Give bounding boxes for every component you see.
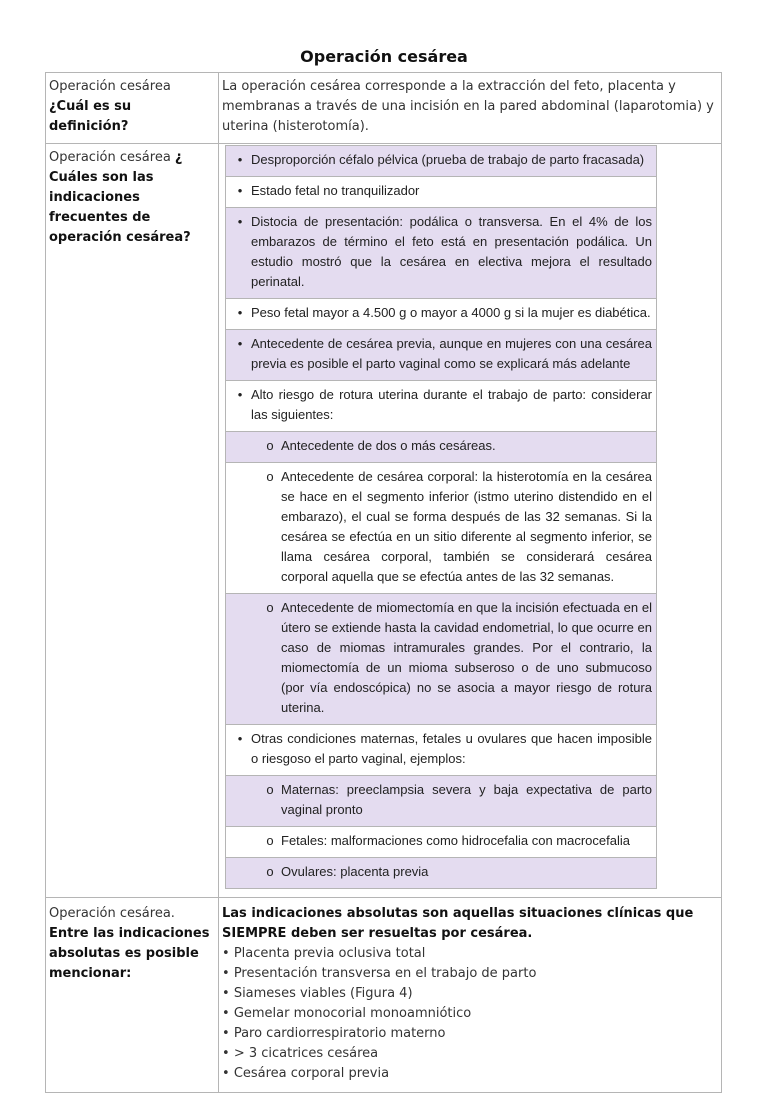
list-item: • Gemelar monocorial monoamniótico [222,1004,717,1024]
image-list-line [229,181,652,201]
image-list-text: Distocia de presentación: podálica o transversa. En el 4% de los embarazos de término el feto está en presentación podálica. Un estudio mostró que la cesárea en electiva mejora el resultado perinatal. [251,214,652,289]
image-list-cell [226,725,657,776]
image-list-cell [226,594,657,725]
image-list-cell [226,146,657,177]
image-list-row [226,463,657,594]
image-list-line [229,385,652,425]
image-list-line [229,303,652,323]
image-list-line [229,598,652,718]
circle-bullet-icon: o [266,469,274,484]
question-cell [46,898,219,1093]
question-text: ¿Cuál es su definición? [49,99,132,134]
qa-table [45,72,722,1093]
image-list-text: Estado fetal no tranquilizador [251,183,420,198]
image-list-text: Maternas: preeclampsia severa y baja expectativa de parto vaginal pronto [281,782,652,817]
image-list-cell [226,776,657,827]
circle-bullet-icon: o [266,600,274,615]
bullet-icon: • [237,336,243,351]
image-list-line [229,729,652,769]
image-list-cell [226,177,657,208]
image-list-line [229,150,652,170]
question-cell [46,144,219,898]
bullet-icon: • [237,731,243,746]
question-cell [46,73,219,144]
answer-lead: Las indicaciones absolutas son aquellas situaciones clínicas que SIEMPRE deben ser resueltas por cesárea. [222,906,694,941]
question-prefix: Operación cesárea [49,150,175,165]
image-list-cell [226,381,657,432]
bullet-icon: • [237,183,243,198]
circle-bullet-icon: o [266,438,274,453]
image-list-text: Antecedente de dos o más cesáreas. [281,438,496,453]
answer-cell [219,898,722,1093]
list-item: • Cesárea corporal previa [222,1064,717,1084]
circle-bullet-icon: o [266,864,274,879]
list-item: • Placenta previa oclusiva total [222,944,717,964]
table-row [46,73,722,144]
image-list-row [226,725,657,776]
question-prefix: Operación cesárea [49,79,171,94]
image-list-line [229,467,652,587]
image-list-text: Desproporción céfalo pélvica (prueba de trabajo de parto fracasada) [251,152,645,167]
image-list-cell [226,432,657,463]
bullet-icon: • [237,387,243,402]
image-list-text: Peso fetal mayor a 4.500 g o mayor a 4000 g si la mujer es diabética. [251,305,651,320]
image-list-cell [226,463,657,594]
image-list-cell [226,299,657,330]
question-text: Entre las indicaciones absolutas es posible mencionar: [49,926,210,981]
list-item: • Paro cardiorrespiratorio materno [222,1024,717,1044]
bullet-icon: • [237,214,243,229]
image-list-line [229,212,652,292]
image-list-cell [226,208,657,299]
image-list-row [226,299,657,330]
image-list-row [226,330,657,381]
image-list-row [226,381,657,432]
image-list-row [226,776,657,827]
table-row [46,144,722,898]
image-list-line [229,831,652,851]
image-list-text: Antecedente de cesárea corporal: la histerotomía en la cesárea se hace en el segmento inferior (istmo uterino distendido en el embarazo), el cual se forma después de las 32 semanas. Si la cesárea se efectúa en un sitio diferente al segmento inferior, se llama cesárea corporal, también se considerará cesárea corporal aquella que se efectúa antes de las 32 semanas. [281,469,652,584]
circle-bullet-icon: o [266,833,274,848]
indications-image-list [225,145,657,889]
image-list-cell [226,827,657,858]
image-list-cell [226,330,657,381]
image-list-row [226,594,657,725]
image-list-row [226,432,657,463]
indications-list [222,944,717,1084]
answer-cell [219,73,722,144]
image-list-text: Fetales: malformaciones como hidrocefalia con macrocefalia [281,833,630,848]
image-list-row [226,208,657,299]
list-item: • Presentación transversa en el trabajo de parto [222,964,717,984]
bullet-icon: • [237,152,243,167]
image-list-line [229,334,652,374]
image-list-line [229,436,652,456]
question-prefix: Operación cesárea. [49,906,175,921]
image-list-row [226,177,657,208]
table-row [46,898,722,1093]
answer-cell [219,144,722,898]
page-title: Operación cesárea [300,47,468,66]
answer-text: La operación cesárea corresponde a la extracción del feto, placenta y membranas a través de una incisión en la pared abdominal (laparotomia) y uterina (histerotomía). [222,79,714,134]
image-list-row [226,146,657,177]
question-text: ¿ Cuáles son las indicaciones frecuentes de operación cesárea? [49,150,191,245]
image-list-text: Antecedente de cesárea previa, aunque en mujeres con una cesárea previa es posible el parto vaginal como se explicará más adelante [251,336,652,371]
image-list-text: Alto riesgo de rotura uterina durante el trabajo de parto: considerar las siguientes: [251,387,652,422]
bullet-icon: • [237,305,243,320]
image-list-row [226,858,657,889]
image-list-text: Antecedente de miomectomía en que la incisión efectuada en el útero se extiende hasta la cavidad endometrial, lo que ocurre en caso de miomas intramurales grandes. Por el contrario, la miomectomía de un mioma subseroso o de uno submucoso (por vía endoscópica) no se asocia a mayor riesgo de rotura uterina. [281,600,652,715]
list-item: • > 3 cicatrices cesárea [222,1044,717,1064]
circle-bullet-icon: o [266,782,274,797]
image-list-line [229,780,652,820]
list-item: • Siameses viables (Figura 4) [222,984,717,1004]
image-list-line [229,862,652,882]
image-list-text: Ovulares: placenta previa [281,864,429,879]
image-list-cell [226,858,657,889]
image-list-row [226,827,657,858]
image-list-text: Otras condiciones maternas, fetales u ovulares que hacen imposible o riesgoso el parto vaginal, ejemplos: [251,731,652,766]
